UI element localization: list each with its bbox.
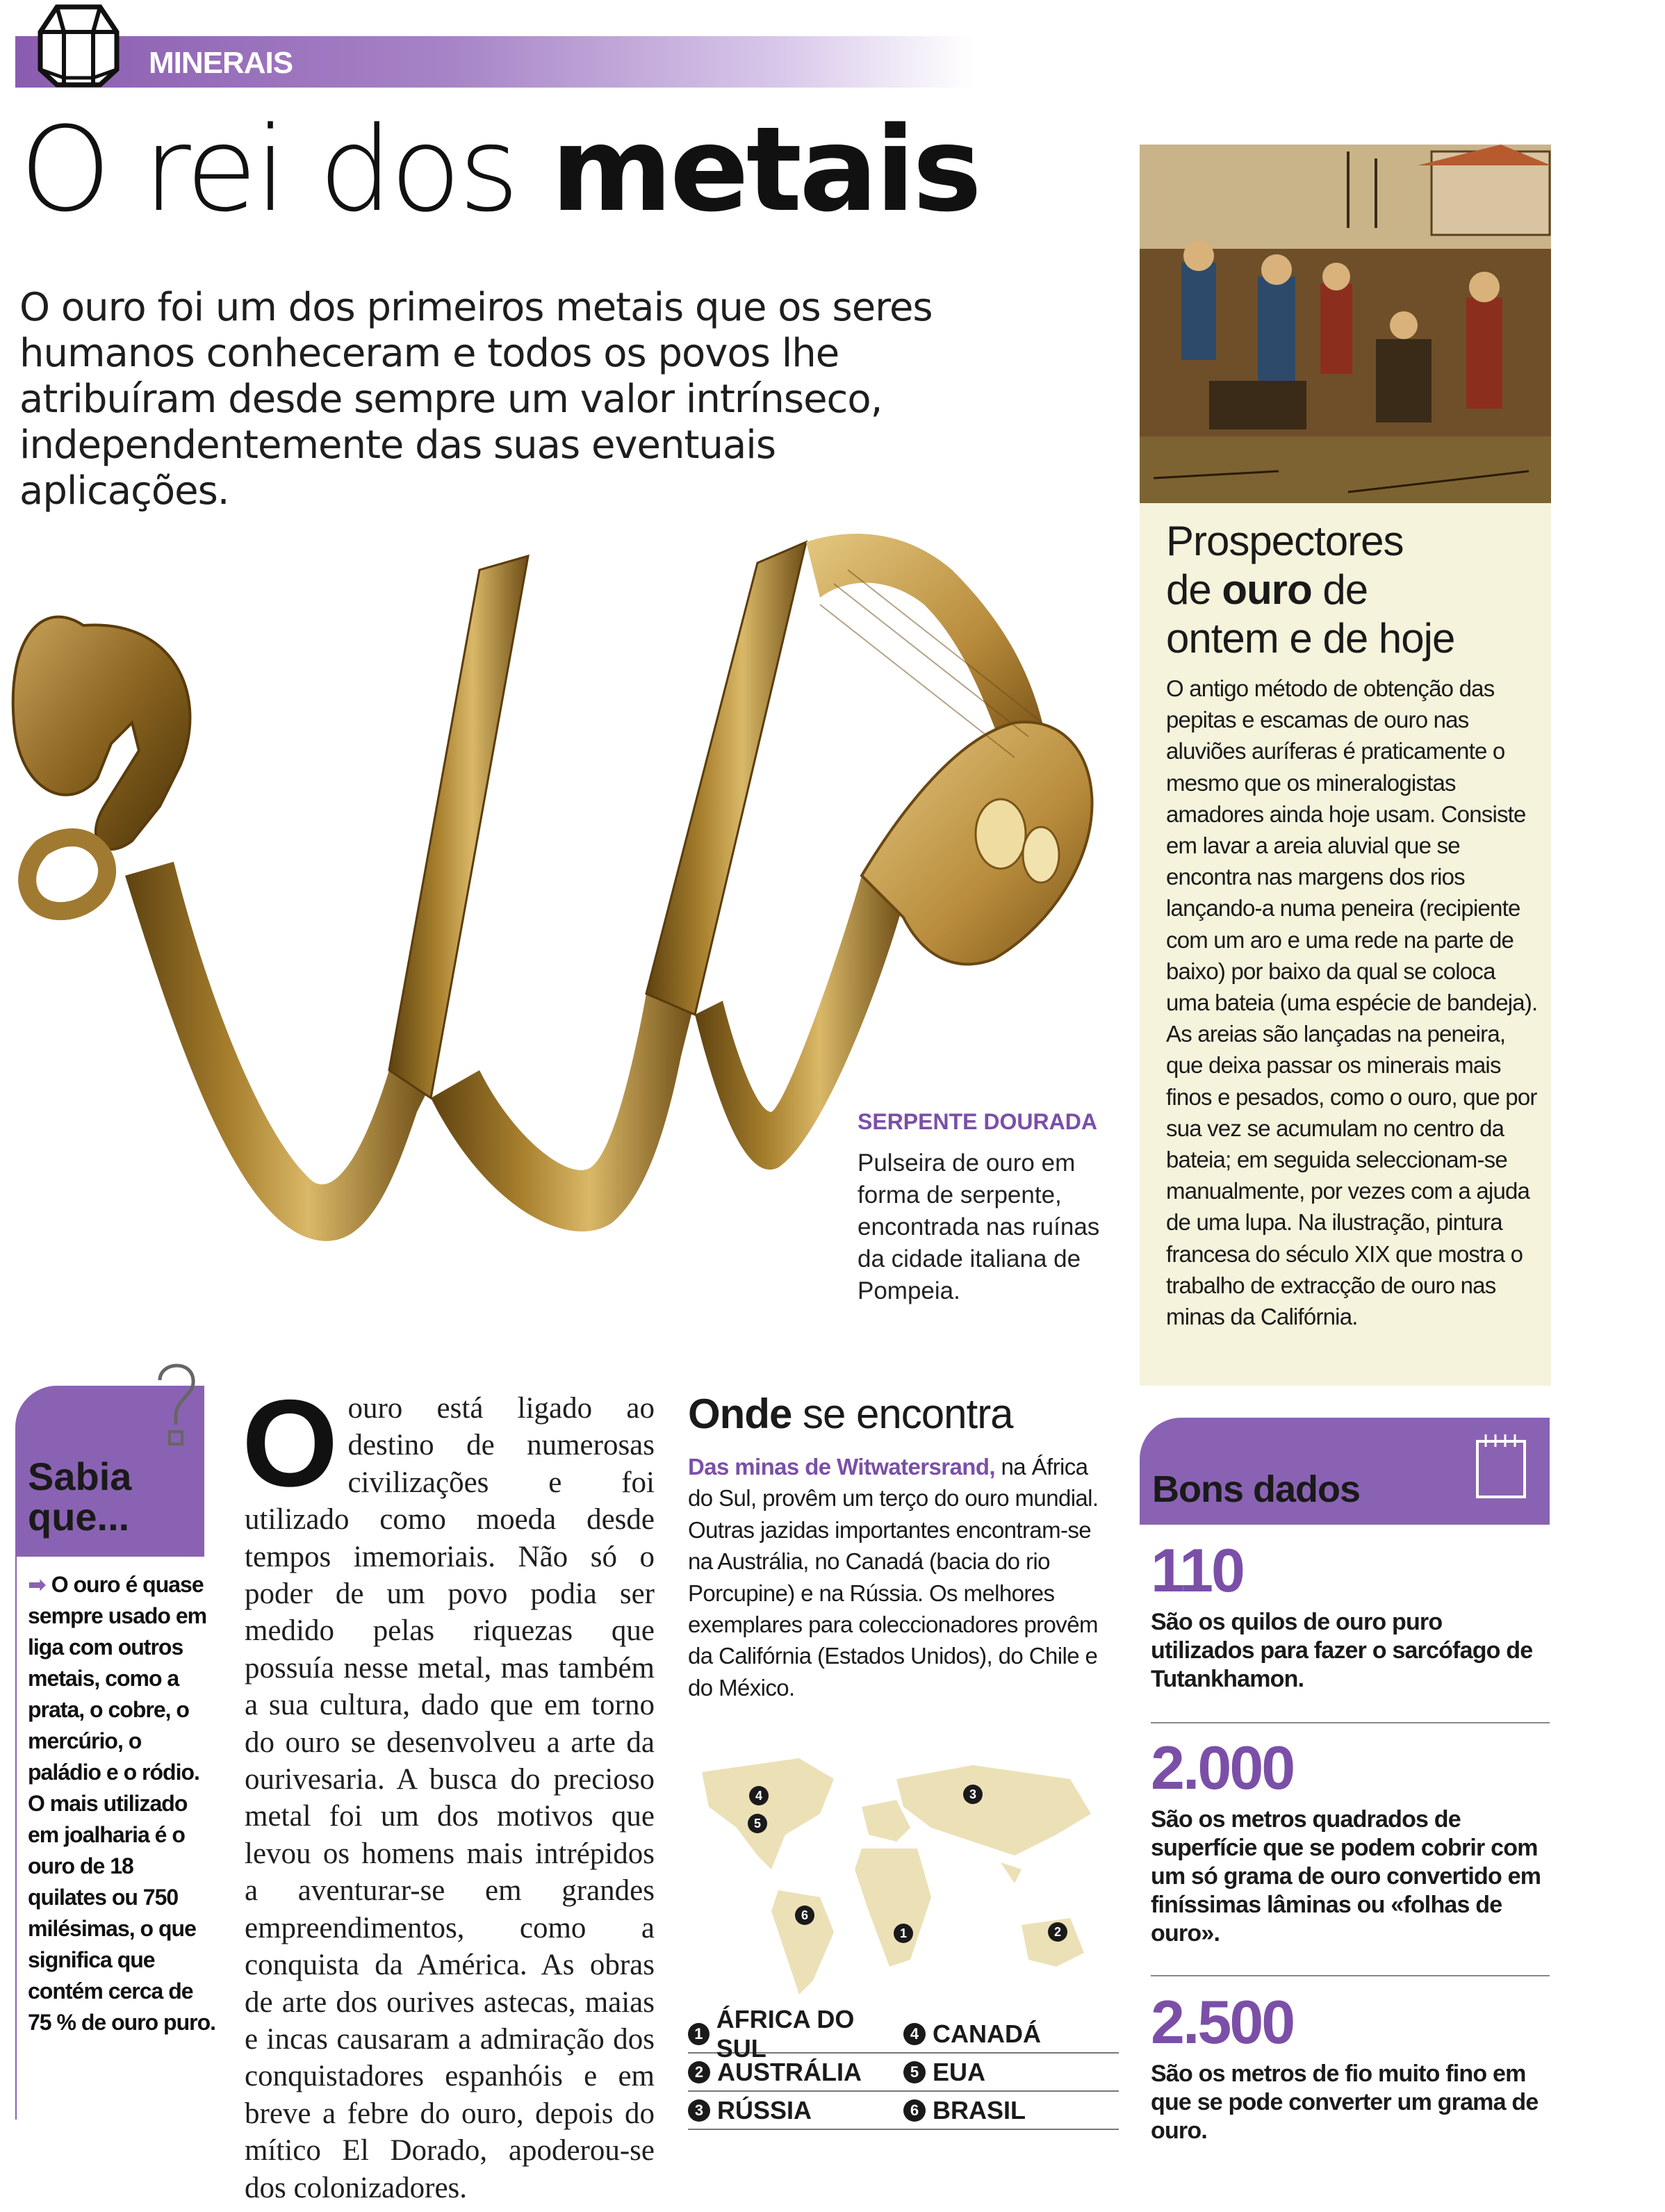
fact-item	[1151, 1733, 1550, 1948]
fact-value: 2.000	[1151, 1733, 1294, 1802]
fact-item	[1151, 1536, 1550, 1694]
article-body: Oouro está ligado ao destino de numerosas civilizações e foi utilizado como moeda desde tempos imemoriais. Não só o poder de um povo podia ser medido pelas riquezas que possuía nesse metal, mas também a sua cultura, dado que em torno do ouro se desenvolveu a arte da ourivesaria. A busca do precioso metal foi um dos motivos que levou os homens mais intrépidos a aventurar-se em grandes empreendimentos, como a conquista da América. As obras de arte dos ourives astecas, maias e incas causaram a admiração dos conquistadores espanhóis e em breve a febre do ouro, depois do mítico El Dorado, apoderou-se dos colonizadores.	[242, 1374, 655, 2204]
legend-item: 1 ÁFRICA DO SUL	[688, 2005, 903, 2063]
gold-rush-illustration	[1140, 145, 1551, 503]
where-found-title: Onde se encontra	[688, 1391, 1013, 1437]
where-found-body: Das minas de Witwatersrand, na África do Sul, provêm um terço do ouro mundial. Outras jazidas importantes encontram-se na Austrália, no Canadá (bacia do rio Porcupine) e na Rússia. Os melhores exemplares para coleccionadores provêm da Califórnia (Estados Unidos), do Chile e do México.	[688, 1454, 1099, 1701]
section-label: MINERAIS	[149, 46, 293, 80]
svg-text:1: 1	[899, 1926, 908, 1940]
legend-row	[688, 2054, 1119, 2092]
did-you-know-box	[15, 1386, 216, 2122]
arrow-icon: ➡	[28, 1572, 46, 1597]
legend-item: 6 BRASIL	[903, 2096, 1119, 2125]
legend-item: 5 EUA	[903, 2058, 1119, 2087]
svg-text:4: 4	[755, 1789, 763, 1803]
intro-paragraph: O ouro foi um dos primeiros metais que os seres humanos conheceram e todos os povos lhe atribuíram desde sempre um valor intrínseco, independentemente das suas eventuais aplicações.	[19, 285, 933, 514]
fact-value: 110	[1151, 1536, 1243, 1605]
key-facts-header	[1140, 1418, 1550, 1525]
fact-text: São os metros quadrados de superfície que se podem cobrir com um só grama de ouro convertido em finíssimas lâminas ou «folhas de ouro».	[1151, 1806, 1541, 1947]
crystal-icon	[36, 1, 121, 88]
fact-divider	[1151, 1975, 1550, 1976]
legend-item: 3 RÚSSIA	[688, 2096, 903, 2125]
fact-value: 2.500	[1151, 1988, 1294, 2056]
fact-item	[1151, 1990, 1550, 2145]
svg-text:5: 5	[753, 1817, 762, 1830]
question-mark-icon	[145, 1352, 207, 1457]
fact-text: São os quilos de ouro puro utilizados para fazer o sarcófago de Tutankhamon.	[1151, 1609, 1533, 1692]
legend-item: 2 AUSTRÁLIA	[688, 2058, 903, 2087]
prospectors-title: Prospectores de ouro de ontem e de hoje	[1166, 518, 1455, 662]
did-you-know-rule	[15, 1557, 17, 2120]
fact-divider	[1151, 1722, 1550, 1723]
svg-text:6: 6	[801, 1908, 809, 1922]
photo-caption	[858, 1109, 1122, 1307]
legend-row	[688, 2004, 1119, 2063]
prospectors-box	[1140, 145, 1551, 1386]
caption-body: Pulseira de ouro em forma de serpente, encontrada nas ruínas da cidade italiana de Pompeia.	[858, 1149, 1100, 1304]
notepad-icon	[1473, 1432, 1529, 1501]
drop-cap: O	[242, 1374, 338, 1512]
legend-row	[688, 2092, 1119, 2130]
did-you-know-title: Sabia que...	[28, 1455, 132, 1539]
map-legend	[688, 2004, 1119, 2130]
key-facts-title: Bons dados	[1152, 1468, 1361, 1510]
svg-text:2: 2	[1053, 1925, 1062, 1939]
world-map	[695, 1751, 1105, 2001]
svg-text:3: 3	[969, 1787, 977, 1801]
page-title: O rei dos metais	[19, 101, 980, 238]
caption-title: SERPENTE DOURADA	[858, 1109, 1097, 1134]
fact-text: São os metros de fio muito fino em que se pode converter um grama de ouro.	[1151, 2061, 1539, 2144]
did-you-know-body: ➡ O ouro é quase sempre usado em liga com outros metais, como a prata, o cobre, o mercúrio, o paládio e o ródio. O mais utilizado em joalharia é o ouro de 18 quilates ou 750 milésimas, o que significa que contém cerca de 75 % de ouro puro.	[28, 1572, 216, 2035]
prospectors-body: O antigo método de obtenção das pepitas e escamas de ouro nas aluviões auríferas é praticamente o mesmo que os mineralogistas amadores ainda hoje usam. Consiste em lavar a areia aluvial que se encontra nas margens dos rios lançando-a numa peneira (recipiente com um aro e uma rede na parte de baixo) por baixo da qual se coloca uma bateia (uma espécie de bandeja). As areias são lançadas na peneira, que deixa passar os minerais mais finos e pesados, como o ouro, que por sua vez se acumulam no centro da bateia; em seguida seleccionam-se manualmente, por vezes com a ajuda de uma lupa. Na ilustração, pintura francesa do século XIX que mostra o trabalho de extracção de ouro nas minas da Califórnia.	[1166, 675, 1538, 1330]
legend-item: 4 CANADÁ	[903, 2020, 1119, 2049]
